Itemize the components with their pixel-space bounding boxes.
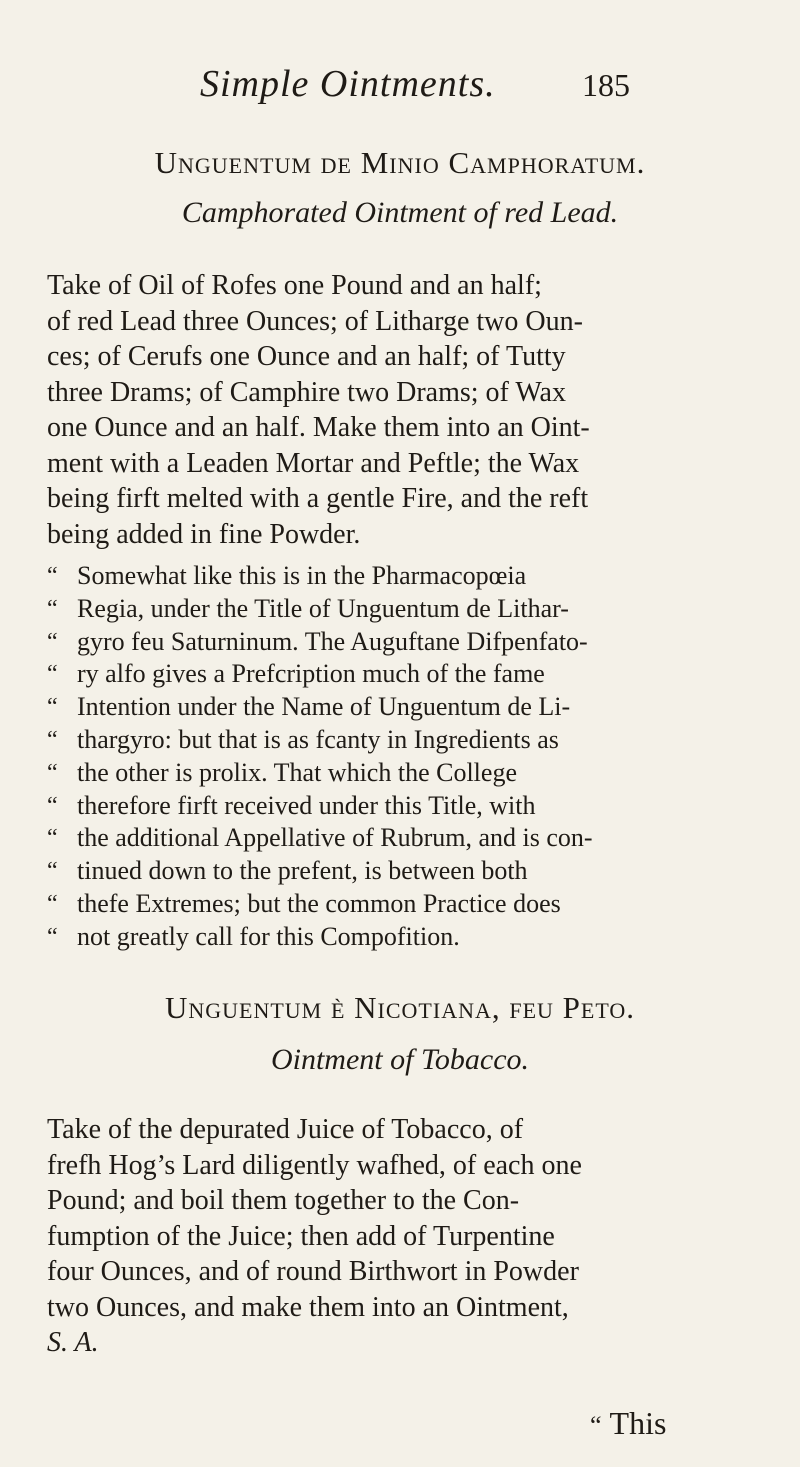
section-subtitle-ointment-of-tobacco: Ointment of Tobacco.	[270, 1043, 530, 1076]
quote-text: Regia, under the Title of Unguentum de Lithar-	[77, 593, 569, 623]
quote-mark: “	[47, 890, 58, 917]
quote-line	[47, 560, 747, 593]
catchword-quote-mark: “	[590, 1411, 602, 1440]
quote-mark: “	[47, 923, 58, 950]
quote-line	[47, 757, 747, 790]
paragraph-line: frefh Hog’s Lard diligently wafhed, of each one	[47, 1149, 582, 1181]
commentary-quote	[47, 560, 747, 954]
paragraph-line: four Ounces, and of round Birthwort in Powder	[47, 1256, 579, 1287]
quote-text: therefore firft received under this Title, with	[77, 790, 536, 820]
catchword	[590, 1405, 666, 1442]
recipe-paragraph-red-lead	[47, 268, 747, 552]
recipe-paragraph-tobacco	[47, 1112, 747, 1361]
paragraph-line: of red Lead three Ounces; of Litharge two Oun-	[47, 305, 583, 337]
section-title-unguentum-e-nicotiana: Unguentum è Nicotiana, feu Peto.	[164, 990, 636, 1025]
paragraph-line: Take of Oil of Rofes one Pound and an half;	[47, 270, 542, 301]
quote-text: not greatly call for this Compofition.	[77, 921, 460, 951]
quote-line	[47, 724, 747, 757]
quote-text: Somewhat like this is in the Pharmacopœia	[77, 561, 527, 590]
quote-line	[47, 691, 747, 724]
page-header	[200, 62, 630, 106]
paragraph-line: one Ounce and an half. Make them into an Oint-	[47, 412, 590, 443]
paragraph-line: being firft melted with a gentle Fire, and the reft	[47, 483, 589, 514]
quote-mark: “	[47, 694, 58, 721]
running-title: Simple Ointments.	[200, 63, 496, 105]
section-subtitle-camphorated-ointment: Camphorated Ointment of red Lead.	[181, 196, 619, 229]
quote-mark: “	[47, 595, 58, 622]
quote-text: Intention under the Name of Unguentum de Li-	[77, 692, 571, 722]
paragraph-line: ment with a Leaden Mortar and Peftle; the Wax	[47, 447, 580, 479]
quote-mark: “	[47, 661, 58, 688]
quote-mark: “	[47, 858, 58, 885]
quote-text: ry alfo gives a Prefcription much of the fame	[77, 659, 545, 689]
paragraph-line-secundum-artem: S. A.	[47, 1327, 99, 1358]
quote-line	[47, 888, 747, 921]
quote-line	[47, 790, 747, 823]
quote-text: the additional Appellative of Rubrum, and is con-	[77, 823, 593, 853]
quote-line	[47, 822, 747, 855]
quote-line	[47, 855, 747, 888]
page-number: 185	[582, 67, 630, 103]
catchword-text: This	[609, 1405, 667, 1441]
quote-mark: “	[47, 726, 58, 753]
quote-mark: “	[47, 759, 58, 786]
paragraph-line: Pound; and boil them together to the Con-	[47, 1185, 520, 1216]
paragraph-line: fumption of the Juice; then add of Turpentine	[47, 1220, 555, 1252]
quote-line	[47, 593, 747, 626]
quote-line	[47, 626, 747, 659]
paragraph-line: Take of the depurated Juice of Tobacco, of	[47, 1114, 524, 1145]
paragraph-line: being added in fine Powder.	[47, 518, 361, 550]
quote-mark: “	[47, 628, 58, 655]
paragraph-line: ces; of Cerufs one Ounce and an half; of Tutty	[47, 341, 566, 372]
quote-line	[47, 921, 747, 954]
quote-mark: “	[47, 563, 58, 589]
quote-text: thargyro: but that is as fcanty in Ingredients as	[77, 724, 559, 754]
quote-mark: “	[47, 825, 58, 852]
quote-text: the other is prolix. That which the College	[77, 757, 517, 787]
quote-text: tinued down to the prefent, is between both	[77, 856, 528, 886]
paragraph-line: two Ounces, and make them into an Ointment,	[47, 1291, 569, 1323]
section-title-unguentum-de-minio: Unguentum de Minio Camphoratum.	[154, 145, 646, 180]
quote-mark: “	[47, 792, 58, 819]
quote-text: gyro feu Saturninum. The Auguftane Difpenfato-	[77, 626, 588, 656]
paragraph-line: three Drams; of Camphire two Drams; of Wax	[47, 376, 566, 408]
quote-line	[47, 658, 747, 691]
quote-text: thefe Extremes; but the common Practice does	[77, 888, 561, 918]
